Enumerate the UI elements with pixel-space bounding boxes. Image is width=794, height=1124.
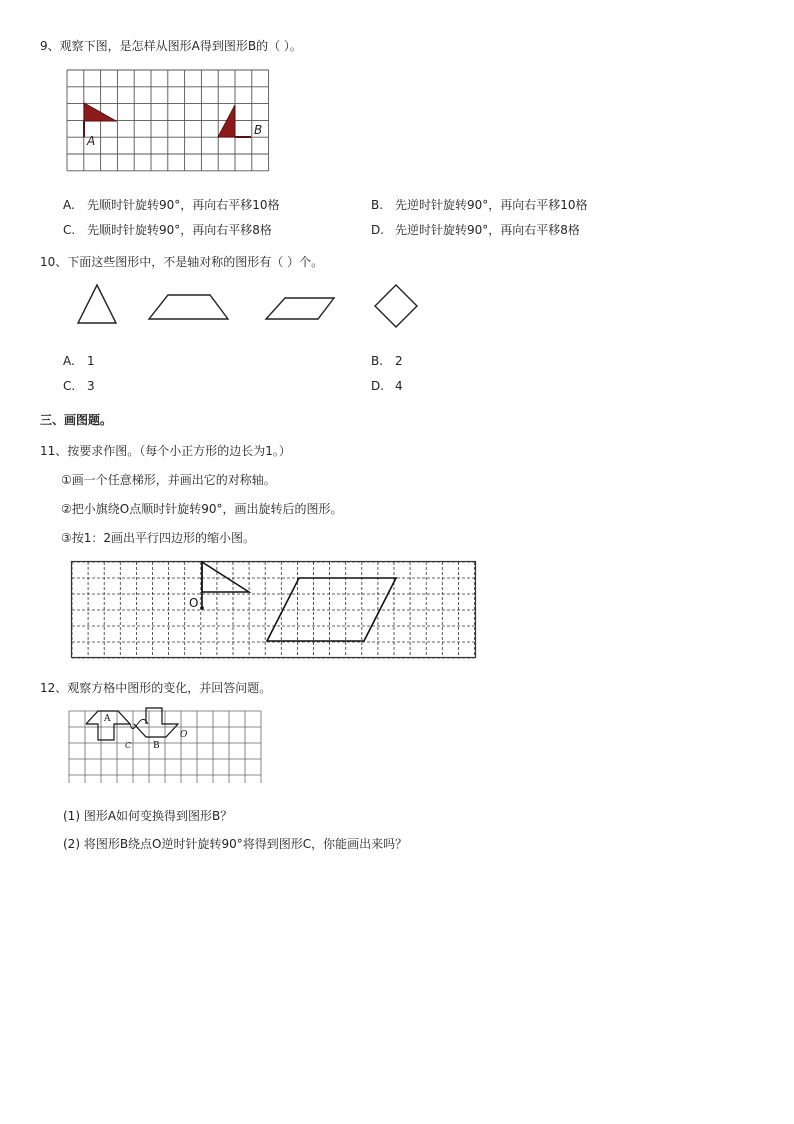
label-c: C — [125, 741, 132, 750]
label-a: A — [104, 714, 111, 724]
point-o-label: O — [189, 596, 199, 610]
q9-option-a — [63, 197, 280, 213]
q12-sub-1: (1) 图形A如何变换得到图形B？ — [63, 809, 233, 823]
q11-task-2: ②把小旗绕O点顺时针旋转90°，画出旋转后的图形。 — [61, 502, 343, 516]
q10-option-b — [371, 353, 403, 369]
q9-option-d-letter: D. — [371, 223, 385, 237]
q9-option-b-letter: B. — [371, 198, 384, 212]
q9-option-c-letter: C. — [63, 223, 76, 237]
q10-option-b-text: 2 — [395, 354, 403, 368]
q9-option-a-letter: A. — [63, 198, 75, 212]
q9-option-c — [63, 222, 272, 238]
q12-sub-2: (2) 将图形B绕点O逆时针旋转90°将得到图形C，你能画出来吗？ — [63, 837, 408, 851]
q10-option-c-text: 3 — [87, 379, 95, 393]
q9-grid-figure — [66, 69, 270, 173]
q11-stem: 11、按要求作图。（每个小正方形的边长为1。） — [40, 444, 291, 458]
q10-option-a — [63, 353, 95, 369]
q11-task-3: ③按1：2画出平行四边形的缩小图。 — [61, 531, 256, 545]
q9-option-a-text: 先顺时针旋转90°，再向右平移10格 — [87, 198, 280, 212]
q10-stem: 10、下面这些图形中，不是轴对称的图形有（ ）个。 — [40, 255, 324, 269]
q12-stem: 12、观察方格中图形的变化，并回答问题。 — [40, 681, 272, 695]
q10-option-d — [371, 378, 403, 394]
q10-option-a-text: 1 — [87, 354, 95, 368]
q9-stem: 9、观察下图，是怎样从图形A得到图形B的（ ）。 — [40, 39, 302, 53]
q9-option-d — [371, 222, 580, 238]
shape-b — [134, 708, 178, 737]
q9-label-a: A — [87, 134, 96, 148]
label-b: B — [153, 741, 160, 751]
q10-option-d-text: 4 — [395, 379, 403, 393]
q9-label-b: B — [254, 123, 263, 137]
q9-shape-a — [84, 103, 116, 121]
q10-option-c-letter: C. — [63, 379, 76, 393]
flag-shape — [200, 562, 249, 610]
q9-option-d-text: 先逆时针旋转90°，再向右平移8格 — [395, 223, 580, 237]
q9-option-c-text: 先顺时针旋转90°，再向右平移8格 — [87, 223, 272, 237]
q9-shape-b — [218, 105, 235, 137]
label-o: O — [180, 730, 188, 740]
section3-title: 三、画图题。 — [40, 413, 113, 427]
q9-option-b-text: 先逆时针旋转90°，再向右平移10格 — [395, 198, 588, 212]
q11-task-1: ①画一个任意梯形，并画出它的对称轴。 — [61, 473, 276, 487]
q10-option-b-letter: B. — [371, 354, 384, 368]
q10-option-c — [63, 378, 95, 394]
parallelogram-shape — [266, 298, 334, 319]
q10-option-a-letter: A. — [63, 354, 75, 368]
rhombus-shape — [375, 285, 417, 327]
q11-grid-figure — [71, 561, 477, 659]
parallelogram-shape — [267, 578, 396, 641]
q10-option-d-letter: D. — [371, 379, 385, 393]
q9-option-b — [371, 197, 588, 213]
triangle-shape — [78, 285, 116, 323]
trapezoid-shape — [149, 295, 228, 319]
q10-shapes-figure — [70, 282, 430, 332]
q12-grid-figure — [68, 710, 264, 784]
